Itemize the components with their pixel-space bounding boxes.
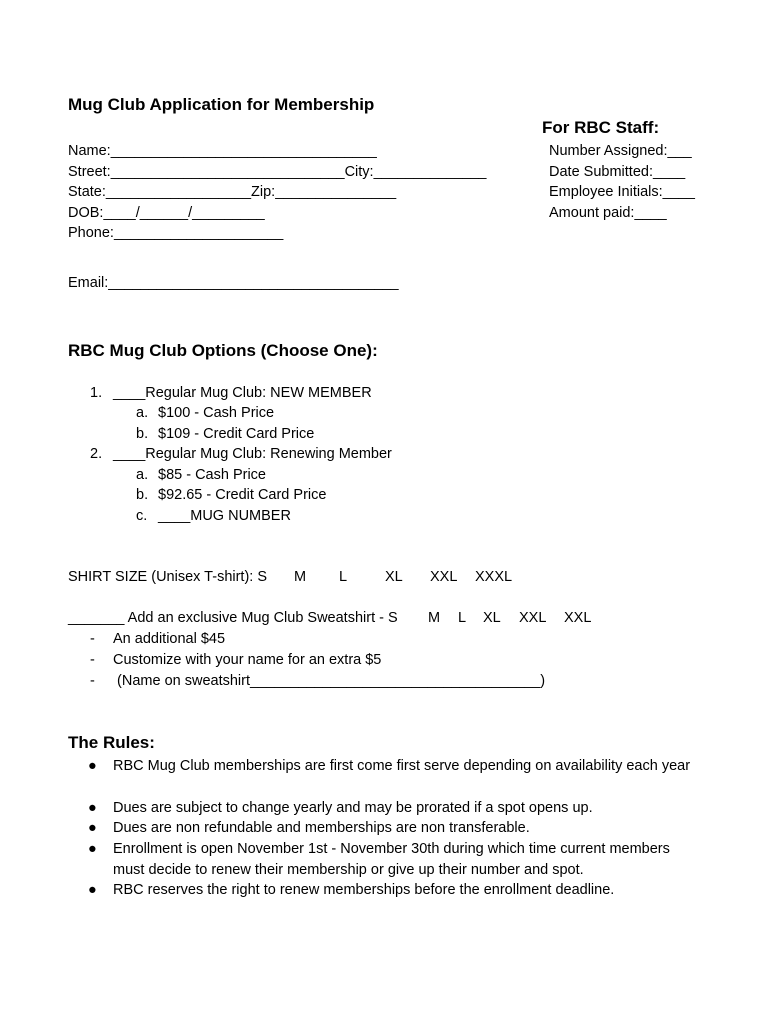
sweatshirt-size-option[interactable]: L <box>458 610 467 626</box>
staff-date-submitted: Date Submitted:____ <box>549 164 686 180</box>
sweatshirt-size-option[interactable]: XXL <box>519 610 547 626</box>
option-new-member[interactable]: ____Regular Mug Club: NEW MEMBER <box>113 385 372 401</box>
sweatshirt-detail: An additional $45 <box>113 631 226 647</box>
sweatshirt-line[interactable]: _______ Add an exclusive Mug Club Sweatshirt - S <box>68 610 398 626</box>
staff-amount-paid: Amount paid:____ <box>549 205 667 221</box>
sub-option-text: $92.65 - Credit Card Price <box>158 487 327 503</box>
name-field[interactable]: Name:_________________________________ <box>68 143 377 159</box>
options-heading: RBC Mug Club Options (Choose One): <box>68 341 378 360</box>
bullet-icon: ● <box>88 758 97 774</box>
rule-item: Dues are subject to change yearly and may be prorated if a spot opens up. <box>113 800 593 816</box>
shirt-size-option[interactable]: XXL <box>430 569 458 585</box>
bullet-icon: ● <box>88 841 97 857</box>
rule-item: Enrollment is open November 1st - November 30th during which time current members must decide to renew their membership or give up their number and spot. <box>113 841 670 878</box>
bullet-icon: ● <box>88 800 97 816</box>
sub-option-letter: b. <box>136 487 149 503</box>
dash-marker: - <box>90 673 95 689</box>
email-field[interactable]: Email:____________________________________ <box>68 275 399 291</box>
option-renewing-member[interactable]: ____Regular Mug Club: Renewing Member <box>113 446 392 462</box>
sweatshirt-name-field[interactable]: (Name on sweatshirt____________________________________) <box>113 673 546 689</box>
sub-option-text: $85 - Cash Price <box>158 467 266 483</box>
shirt-size-option[interactable]: M <box>294 569 307 585</box>
sub-option-letter: b. <box>136 426 149 442</box>
rules-heading: The Rules: <box>68 733 155 752</box>
phone-field[interactable]: Phone:_____________________ <box>68 225 284 241</box>
option-number: 2. <box>90 446 103 462</box>
staff-number-assigned: Number Assigned:___ <box>549 143 692 159</box>
shirt-size-option[interactable]: XL <box>385 569 403 585</box>
rule-item: Dues are non refundable and memberships are non transferable. <box>113 820 530 836</box>
shirt-size-option[interactable]: L <box>339 569 348 585</box>
dash-marker: - <box>90 652 95 668</box>
state-zip-field[interactable]: State:__________________Zip:_______________ <box>68 184 397 200</box>
staff-employee-initials: Employee Initials:____ <box>549 184 695 200</box>
dash-marker: - <box>90 631 95 647</box>
shirt-size-label: SHIRT SIZE (Unisex T-shirt): S <box>68 569 268 585</box>
sub-option-text: $100 - Cash Price <box>158 405 275 421</box>
street-city-field[interactable]: Street:_____________________________City:______________ <box>68 164 487 180</box>
option-number: 1. <box>90 385 103 401</box>
sub-option-text: $109 - Credit Card Price <box>158 426 315 442</box>
sweatshirt-size-option[interactable]: XXL <box>564 610 592 626</box>
sweatshirt-size-option[interactable]: M <box>428 610 441 626</box>
sub-option-letter: a. <box>136 405 149 421</box>
bullet-icon: ● <box>88 820 97 836</box>
sub-option-letter: a. <box>136 467 149 483</box>
staff-heading: For RBC Staff: <box>542 118 660 137</box>
dob-field[interactable]: DOB:____/______/_________ <box>68 205 265 221</box>
rule-item: RBC reserves the right to renew memberships before the enrollment deadline. <box>113 882 615 898</box>
sweatshirt-size-option[interactable]: XL <box>483 610 501 626</box>
bullet-icon: ● <box>88 882 97 898</box>
shirt-size-option[interactable]: XXXL <box>475 569 513 585</box>
sub-option-letter: c. <box>136 508 148 524</box>
page-title: Mug Club Application for Membership <box>68 95 375 114</box>
mug-number-field[interactable]: ____MUG NUMBER <box>158 508 291 524</box>
sweatshirt-detail: Customize with your name for an extra $5 <box>113 652 382 668</box>
rule-item: RBC Mug Club memberships are first come first serve depending on availability each year <box>113 758 691 774</box>
